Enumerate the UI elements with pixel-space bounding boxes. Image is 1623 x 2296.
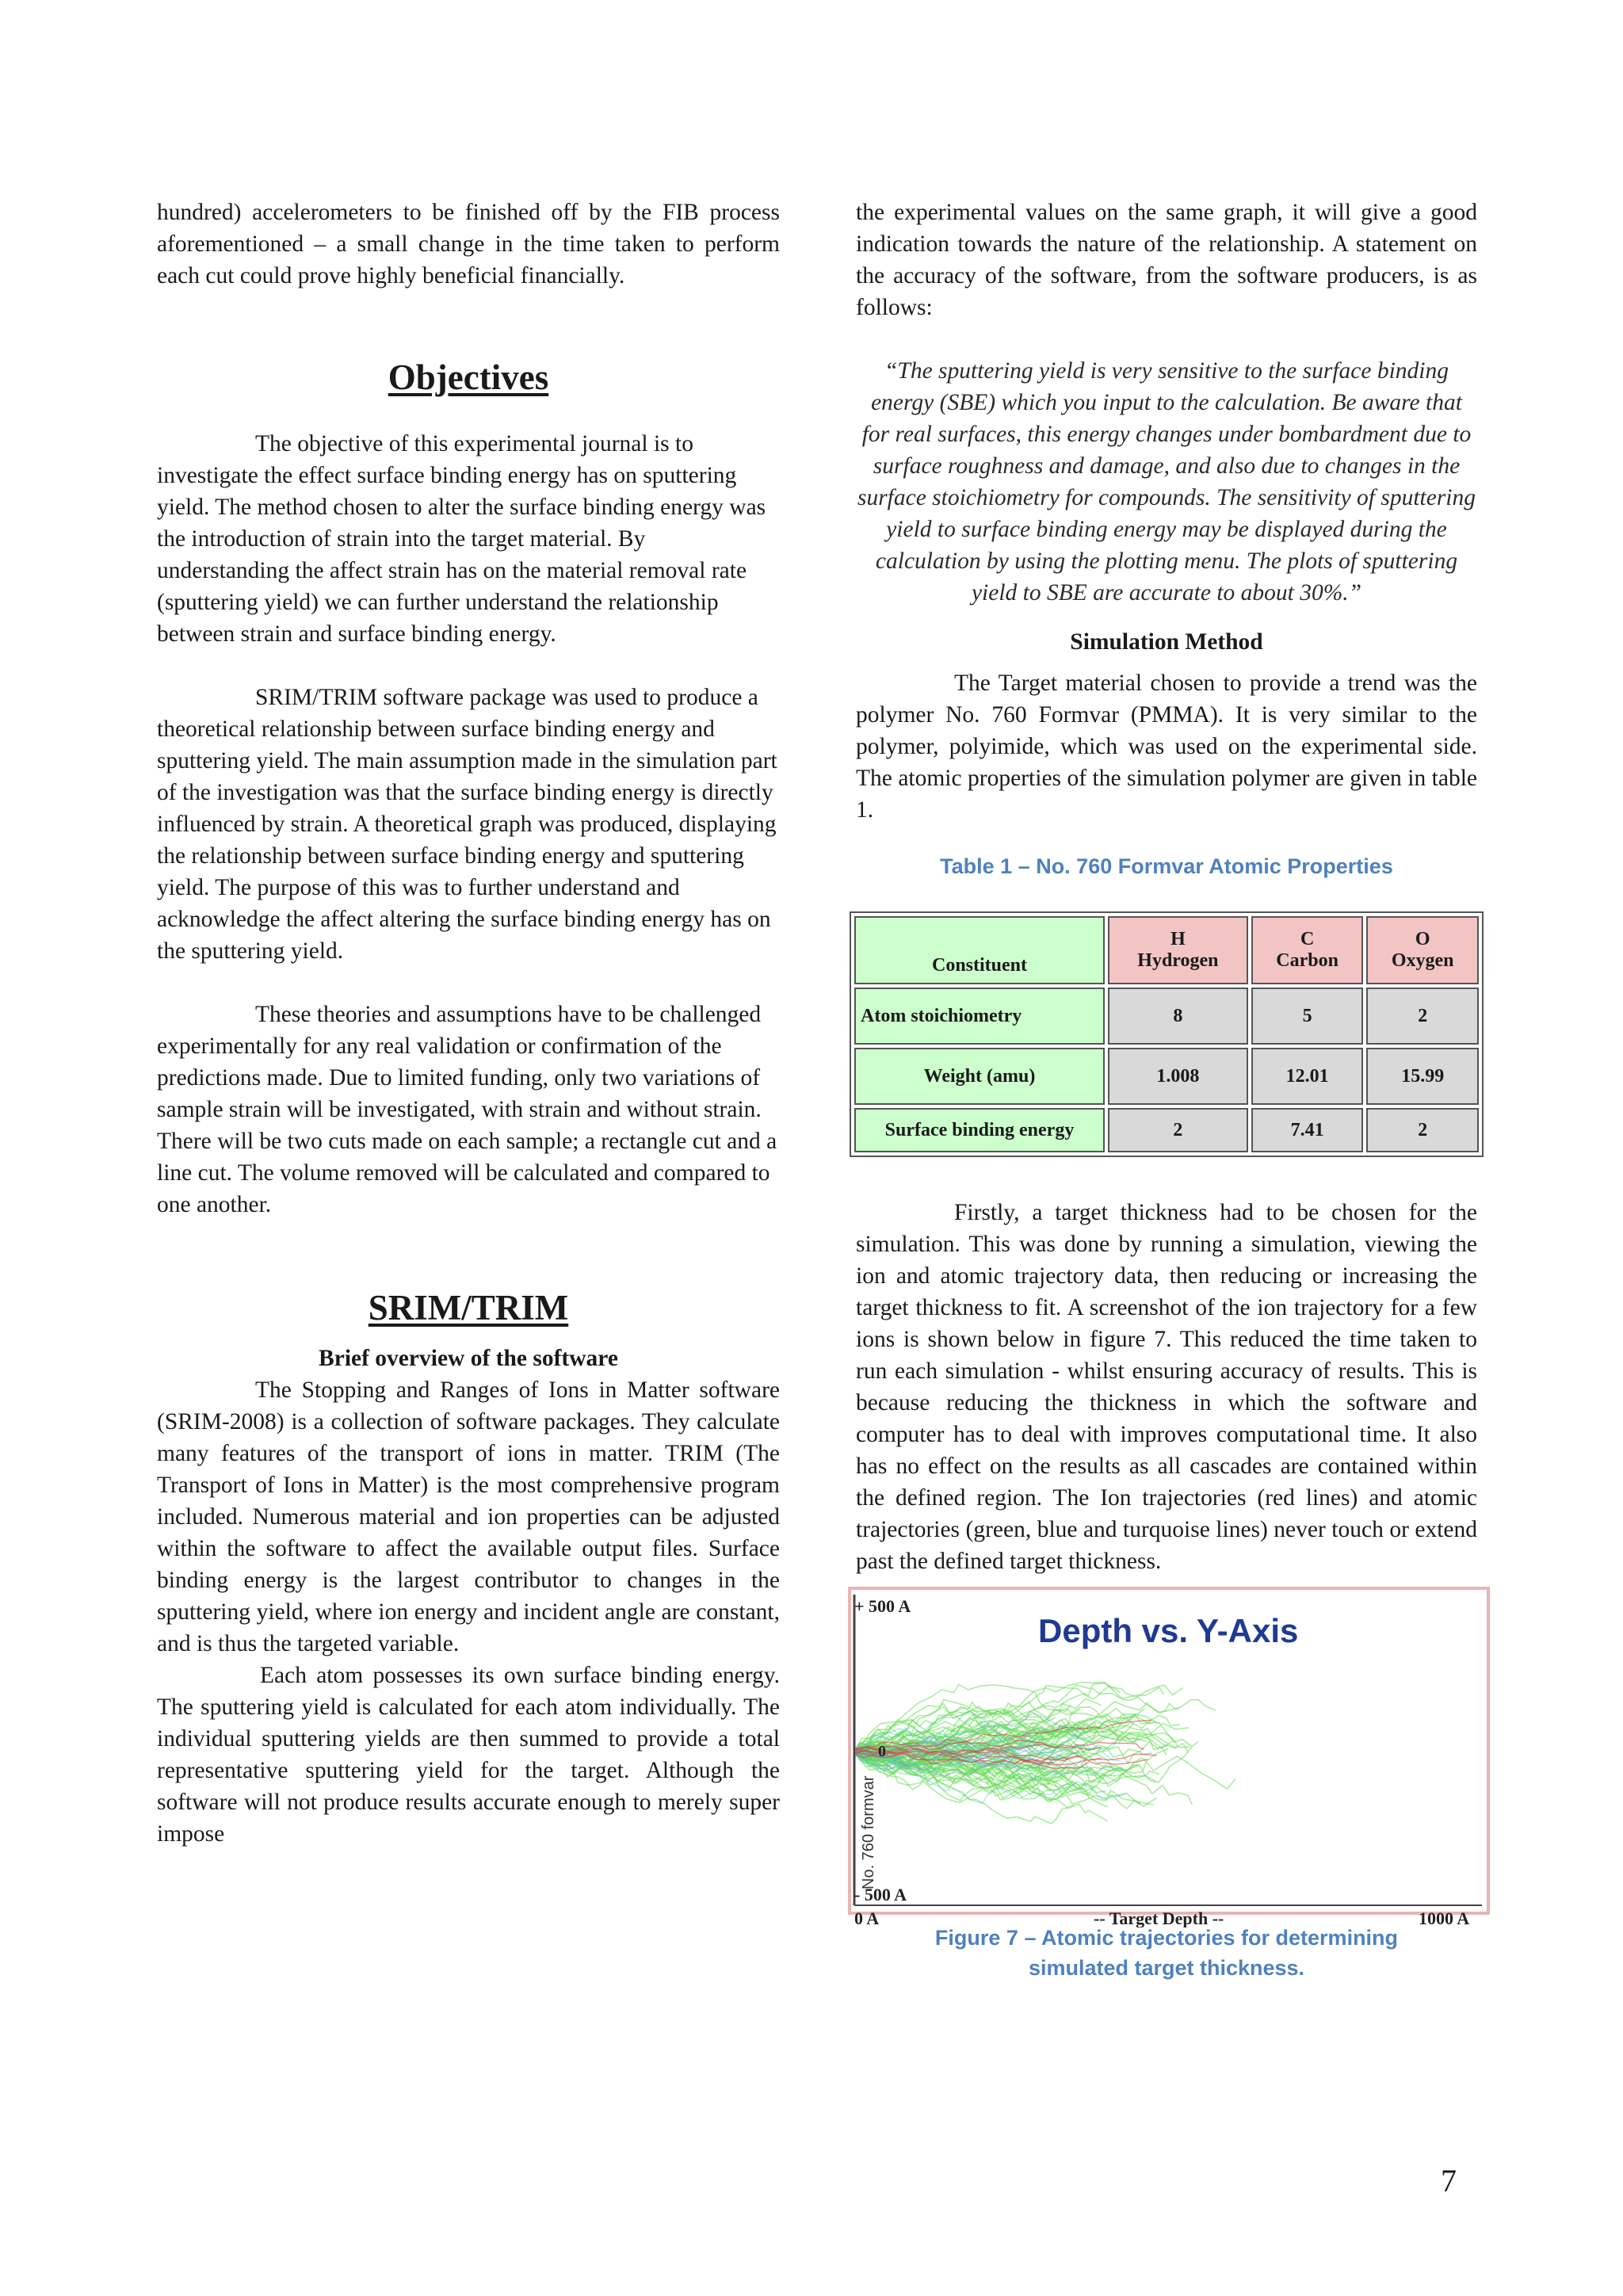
trajectory-plot [848,1587,1490,1927]
paragraph-accuracy-intro: the experimental values on the same graph, it will give a good indication towards the nature of the relationship. A statement on the accuracy of the software, from the software producers, is as follows: [856,200,1477,320]
row-label: Surface binding energy [854,1108,1105,1152]
paragraph-target-material: The Target material chosen to provide a trend was the polymer No. 760 Formvar (PMMA). It is very similar to the polymer, polyimide, which was used on the experimental side. The atomic properties of the simulation polymer are given in table 1. [856,670,1477,823]
cell-value: 8 [1108,988,1248,1045]
y-bottom-label: - 500 A [854,1885,907,1904]
paragraph-target-thickness: Firstly, a target thickness had to be chosen for the simulation. This was done by running a simulation, viewing the ion and atomic trajectory data, then reducing or increasing the target thickness to fit. A screenshot of the ion trajectory for a few ions is shown below in figure 7. This reduced the time taken to run each simulation - whilst ensuring accuracy of results. This is because reducing the thickness in which the software and computer has to deal with improves computational time. It also has no effect on the results as all cascades are contained within the defined region. The Ion trajectories (red lines) and atomic trajectories (green, blue and turquoise lines) never touch or extend past the defined target thickness. [856,1200,1477,1574]
overview-heading: Brief overview of the software [319,1346,618,1371]
header-oxygen-name: Oxygen [1391,950,1454,971]
paragraph-srim-overview: The Stopping and Ranges of Ions in Matter software (SRIM-2008) is a collection of software packages. They calculate many features of the transport of ions in matter. TRIM (The Transport of Ions in Matter) is the most comprehensive program included. Numerous material and ion properties can be adjusted within the software to affect the available output files. Surface binding energy is the largest contributor to changes in the sputtering yield, where ion energy and incident angle are constant, and is thus the targeted variable. [157,1377,780,1656]
header-carbon-name: Carbon [1276,950,1338,971]
row-label: Atom stoichiometry [854,988,1105,1045]
cell-value: 1.008 [1108,1048,1248,1105]
header-hydrogen-symbol: H [1170,929,1186,949]
x-left-label: 0 A [854,1908,880,1927]
y-top-label: + 500 A [854,1596,911,1616]
x-axis-label: -- Target Depth -- [1094,1908,1224,1927]
page-number: 7 [1441,2163,1457,2199]
right-column [856,197,1477,1983]
simulation-method-heading: Simulation Method [1070,629,1263,655]
figure-caption-line2: simulated target thickness. [1028,1956,1305,1980]
cell-value: 7.41 [1251,1108,1364,1152]
table-row [854,1048,1479,1105]
table-row [854,988,1479,1045]
header-carbon-symbol: C [1300,929,1315,949]
cell-value: 2 [1366,1108,1479,1152]
header-oxygen-symbol: O [1415,929,1430,949]
row-label: Weight (amu) [854,1048,1105,1105]
paragraph-srim-usage: SRIM/TRIM software package was used to produce a theoretical relationship between surface binding energy and sputtering yield. The main assumption made in the simulation part of the investigation was that the surface binding energy is directly influenced by strain. A theoretical graph was produced, displaying the relationship between surface binding energy and sputtering yield. The purpose of this was to further understand and acknowledge the affect altering the surface binding energy has on the sputtering yield. [157,685,777,964]
cell-value: 2 [1108,1108,1248,1152]
cell-value: 5 [1251,988,1364,1045]
objectives-heading: Objectives [388,357,549,397]
srim-trim-heading: SRIM/TRIM [368,1288,569,1328]
paragraph-objective: The objective of this experimental journal is to investigate the effect surface binding energy has on sputtering yield. The method chosen to alter the surface binding energy was the introduction of strain into the target material. By understanding the affect strain has on the material removal rate (sputtering yield) we can further understand the relationship between strain and surface binding energy. [157,431,766,647]
paragraph-intro-continued: hundred) accelerometers to be finished off by the FIB process aforementioned – a small change in the time taken to perform each cut could prove highly beneficial financially. [157,200,780,288]
cell-value: 12.01 [1251,1048,1364,1105]
x-right-label: 1000 A [1419,1908,1470,1927]
plot-title: Depth vs. Y-Axis [1038,1612,1299,1649]
table-header-row [854,916,1479,984]
figure-caption-line1: Figure 7 – Atomic trajectories for determining [934,1926,1399,1950]
header-constituent: Constituent [854,916,1105,984]
software-quote: “The sputtering yield is very sensitive to the surface binding energy (SBE) which you input to the calculation. Be aware that for real surfaces, this energy changes under bombardment due to surface roughness and damage, and also due to changes in the surface stoichiometry for compounds. The sensitivity of sputtering yield to surface binding energy may be displayed during the calculation by using the plotting menu. The plots of sputtering yield to SBE are accurate to about 30%.” [857,358,1476,606]
header-hydrogen-name: Hydrogen [1137,950,1219,971]
table-caption: Table 1 – No. 760 Formvar Atomic Properties [940,854,1393,878]
table-row [854,1108,1479,1152]
trajectory-figure [848,1587,1490,1927]
cell-value: 15.99 [1366,1048,1479,1105]
cell-value: 2 [1366,988,1479,1045]
header-carbon [1251,916,1364,984]
left-column [157,197,780,1850]
y-axis-label: No. 760 formvar [860,1775,877,1889]
atomic-properties-table [850,911,1484,1157]
paragraph-atom-sbe: Each atom possesses its own surface binding energy. The sputtering yield is calculated for each atom individually. The individual sputtering yields are then summed to provide a total representative sputtering yield for the target. Although the software will not produce results accurate enough to merely super impose [157,1663,780,1847]
header-hydrogen [1108,916,1248,984]
paragraph-theories: These theories and assumptions have to be challenged experimentally for any real validation or confirmation of the predictions made. Due to limited funding, only two variations of sample strain will be investigated, with strain and without strain. There will be two cuts made on each sample; a rectangle cut and a line cut. The volume removed will be calculated and compared to one another. [157,1002,777,1217]
header-oxygen [1366,916,1479,984]
y-zero-label: 0 [878,1743,886,1760]
